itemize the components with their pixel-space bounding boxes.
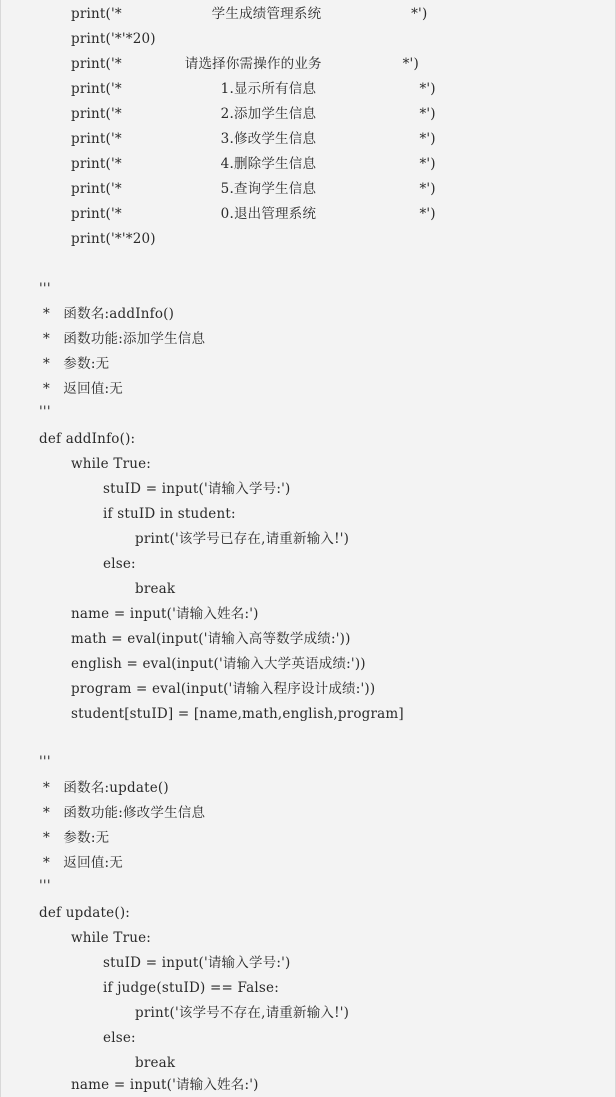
code-line: print('该学号已存在,请重新输入!') <box>135 531 350 547</box>
code-line: break <box>135 1055 176 1071</box>
code-line: print('* 0.退出管理系统 *') <box>71 206 436 222</box>
code-line: * 参数:无 <box>43 356 110 372</box>
code-line: while True: <box>71 930 152 946</box>
code-line: * 函数名:update() <box>43 780 169 796</box>
code-line: * 参数:无 <box>43 830 110 846</box>
code-line: print('* 4.删除学生信息 *') <box>71 156 436 172</box>
code-line: print('* 5.查询学生信息 *') <box>71 181 436 197</box>
code-line: ''' <box>39 281 51 297</box>
code-line: student[stuID] = [name,math,english,program] <box>71 706 404 722</box>
code-line: else: <box>103 1030 136 1046</box>
code-line: if stuID in student: <box>103 506 236 522</box>
code-line: else: <box>103 556 136 572</box>
code-line: * 返回值:无 <box>43 855 123 871</box>
code-line: print('*'*20) <box>71 31 156 47</box>
code-line: ''' <box>39 404 51 420</box>
code-line: while True: <box>71 456 152 472</box>
code-line: print('* 请选择你需操作的业务 *') <box>71 56 419 72</box>
code-line: english = eval(input('请输入大学英语成绩:')) <box>71 656 366 672</box>
code-line: print('* 3.修改学生信息 *') <box>71 131 436 147</box>
code-line: stuID = input('请输入学号:') <box>103 955 291 971</box>
code-line: program = eval(input('请输入程序设计成绩:')) <box>71 681 376 697</box>
code-line: name = input('请输入姓名:') <box>71 606 259 622</box>
code-line: ''' <box>39 878 51 894</box>
code-line: * 函数功能:修改学生信息 <box>43 805 206 821</box>
code-line: print('* 学生成绩管理系统 *') <box>71 6 428 22</box>
code-line: * 函数名:addInfo() <box>43 306 175 322</box>
code-line: print('*'*20) <box>71 231 156 247</box>
code-line: ''' <box>39 754 51 770</box>
code-line: * 返回值:无 <box>43 381 123 397</box>
code-line: def update(): <box>39 905 131 921</box>
code-line: def addInfo(): <box>39 431 136 447</box>
code-line: name = input('请输入姓名:') <box>71 1077 259 1093</box>
code-line: math = eval(input('请输入高等数学成绩:')) <box>71 631 351 647</box>
code-line: stuID = input('请输入学号:') <box>103 481 291 497</box>
code-line: print('该学号不存在,请重新输入!') <box>135 1005 350 1021</box>
code-line: print('* 2.添加学生信息 *') <box>71 106 436 122</box>
code-line: if judge(stuID) == False: <box>103 980 279 996</box>
code-line: break <box>135 581 176 597</box>
code-line: * 函数功能:添加学生信息 <box>43 331 206 347</box>
code-line: print('* 1.显示所有信息 *') <box>71 81 436 97</box>
